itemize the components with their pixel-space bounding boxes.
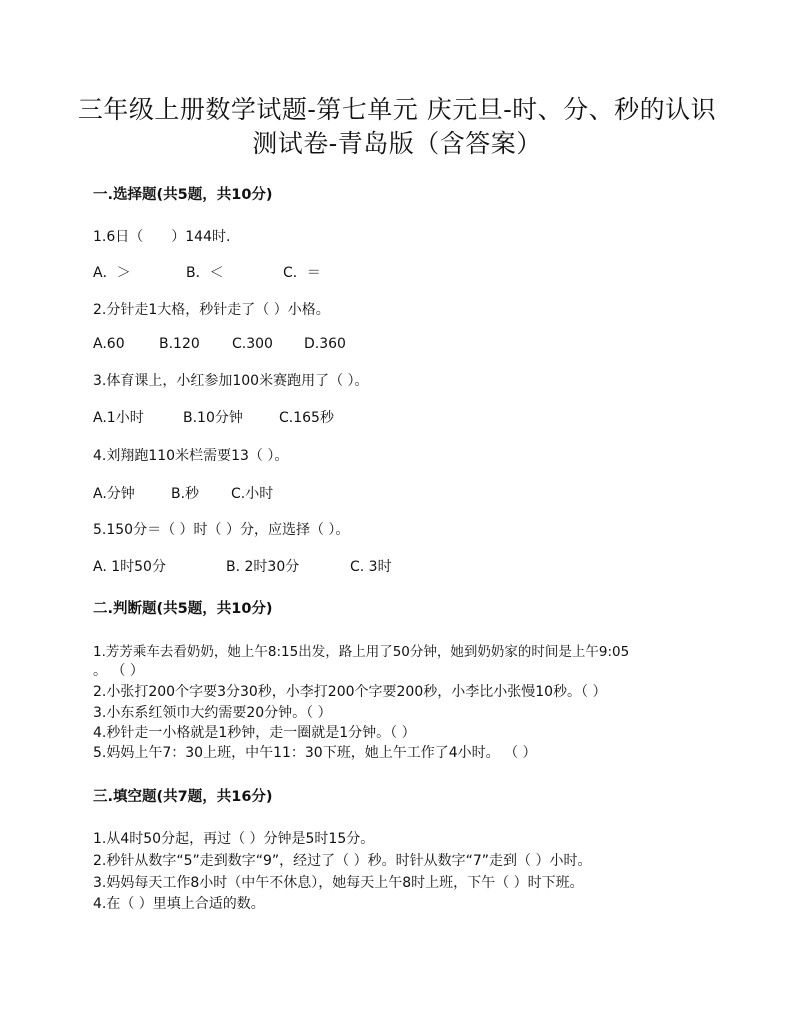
judgement-line-1: 1.芳芳乘车去看奶奶，她上午8:15出发，路上用了50分钟，她到奶奶家的时间是上午9:05 — [93, 644, 630, 660]
question-5-option-b: B. 2时30分 — [226, 559, 300, 575]
fill-blank-line-1: 1.从4时50分起，再过（ ）分钟是5时15分。 — [93, 831, 375, 847]
question-1-stem: 1.6日（ ）144时. — [93, 229, 231, 245]
fill-blank-line-3: 3.妈妈每天工作8小时（中午不休息），她每天上午8时上班，下午（ ）时下班。 — [93, 875, 584, 891]
question-2-option-a: A.60 — [93, 336, 125, 352]
judgement-line-5: 5.妈妈上午7：30上班，中午11：30下班，她上午工作了4小时。 （ ） — [93, 745, 537, 761]
fill-blank-line-2: 2.秒针从数字“5”走到数字“9”，经过了（ ）秒。时针从数字“7”走到（ ）小时。 — [93, 853, 592, 869]
question-2-option-c: C.300 — [232, 336, 273, 352]
question-3-option-c: C.165秒 — [279, 410, 334, 426]
question-5-option-c: C. 3时 — [350, 559, 392, 575]
section-heading-judgement: 二.判断题(共5题，共10分) — [93, 601, 273, 617]
question-4-option-b: B.秒 — [171, 486, 200, 502]
page-title-line-2: 测试卷-青岛版（含答案） — [252, 129, 542, 158]
question-4-option-a: A.分钟 — [93, 486, 135, 502]
section-heading-fill-blank: 三.填空题(共7题，共16分) — [93, 789, 273, 805]
question-1-option-a: A．＞ — [93, 265, 131, 281]
question-5-option-a: A. 1时50分 — [93, 559, 166, 575]
question-4-stem: 4.刘翔跑110米栏需要13（ ）。 — [93, 448, 289, 464]
judgement-line-2: 2.小张打200个字要3分30秒，小李打200个字要200秒，小李比小张慢10秒。（ ） — [93, 684, 607, 700]
question-4-option-c: C.小时 — [231, 486, 274, 502]
question-5-stem: 5.150分＝（ ）时（ ）分，应选择（ ）。 — [93, 522, 350, 538]
fill-blank-line-4: 4.在（ ）里填上合适的数。 — [93, 896, 265, 912]
judgement-line-4: 4.秒针走一小格就是1秒钟，走一圈就是1分钟。（ ） — [93, 725, 416, 741]
question-1-option-b: B．＜ — [186, 265, 224, 281]
question-2-stem: 2.分针走1大格，秒针走了（ ）小格。 — [93, 302, 330, 318]
question-3-stem: 3.体育课上，小红参加100米赛跑用了（ ）。 — [93, 373, 369, 389]
section-heading-choice: 一.选择题(共5题，共10分) — [93, 187, 273, 203]
judgement-line-1-cont: 。 （ ） — [93, 663, 144, 679]
question-3-option-a: A.1小时 — [93, 410, 144, 426]
question-3-option-b: B.10分钟 — [183, 410, 243, 426]
question-1-option-c: C．＝ — [283, 265, 321, 281]
question-2-option-b: B.120 — [159, 336, 200, 352]
page-title-line-1: 三年级上册数学试题-第七单元 庆元旦-时、分、秒的认识 — [77, 95, 717, 124]
judgement-line-3: 3.小东系红领巾大约需要20分钟。（ ） — [93, 705, 332, 721]
question-2-option-d: D.360 — [304, 336, 346, 352]
